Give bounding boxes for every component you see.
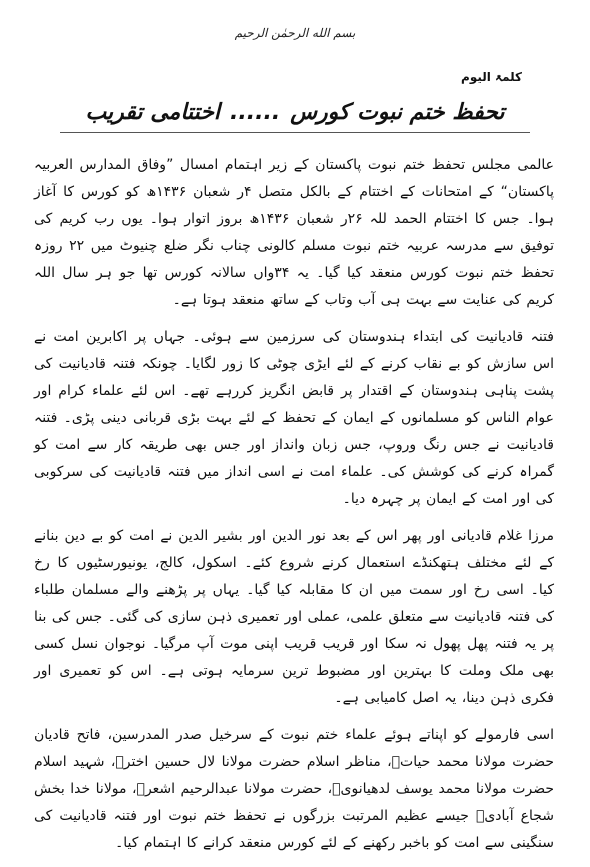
title-sub: اختتامی تقریب xyxy=(85,100,221,125)
paragraph: فتنہ قادیانیت کی ابتداء ہندوستان کی سرزمین سے ہوئی۔ جہاں پر اکابرین امت نے اس سازش کو بے نقاب کرنے کے لئے ایڑی چوٹی کا زور لگایا۔ چونکہ فتنہ قادیانیت کی پشت پناہی ہندوستان کے اقتدار پر قابض انگریز کررہے تھے۔ اس لئے علماء کرام اور عوام الناس کو مسلمانوں کے ایمان کے تحفظ کے لئے بہت بڑی قربانی دینی پڑی۔ فتنہ قادیانیت نے جس رنگ وروپ، جس زبان وانداز اور جس بھی طریقہ کار سے امت کو گمراہ کرنے کی کوشش کی۔ علماء امت نے اسی انداز میں فتنہ قادیانیت کی سرکوبی کی اور امت کے ایمان پر چہرہ دیا۔ xyxy=(34,329,554,507)
paragraph: مرزا غلام قادیانی اور پھر اس کے بعد نور الدین اور بشیر الدین نے امت کو بے دین بنانے کے لئے مختلف ہتھکنڈے استعمال کرنے شروع کئے۔ اسکول، کالج، یونیورسٹیوں کا رخ کیا۔ اسی رخ اور سمت میں ان کا مقابلہ کیا گیا۔ یہاں پر پڑھنے والے مسلمان طلباء کی فتنہ قادیانیت سے متعلق علمی، عملی اور تعمیری ذہن سازی کی گئی۔ جس کی بنا پر یہ فتنہ پھل پھول نہ سکا اور قریب قریب اپنی موت آپ مرگیا۔ نوجوان نسل کسی بھی ملک وملت کا بہترین اور مضبوط ترین سرمایہ ہوتی ہے۔ اس کو تعمیری اور فکری ذہن دینا، یہ اصل کامیابی ہے۔ xyxy=(34,528,554,706)
article-body xyxy=(34,152,554,867)
title-underline xyxy=(60,132,530,133)
section-label: کلمۃ الیوم xyxy=(461,70,522,84)
paragraph: عالمی مجلس تحفظ ختم نبوت پاکستان کے زیر اہتمام امسال ”وفاق المدارس العربیہ پاکستان“ کے امتحانات کے اختتام کے بالکل متصل ۴ر شعبان ۱۴۳۶ھ کو کورس کا آغاز ہوا۔ جس کا اختتام الحمد للہ ۲۶ر شعبان ۱۴۳۶ھ بروز اتوار ہوا۔ یوں رب کریم کی توفیق سے مدرسہ عربیہ ختم نبوت مسلم کالونی چناب نگر ضلع چنیوٹ میں ۲۲ روزہ تحفظ ختم نبوت کورس منعقد کیا گیا۔ یہ ۳۴واں سالانہ کورس تھا جو ہر سال اللہ کریم کی عنایت سے بہت ہی آب وتاب کے ساتھ منعقد ہوتا ہے۔ xyxy=(34,157,555,308)
bismillah-calligraphy: بسم الله الرحمٰن الرحیم xyxy=(234,26,356,40)
paragraph: اسی فارمولے کو اپناتے ہوئے علماء ختم نبوت کے سرخیل صدر المدرسین، فاتح قادیان حضرت مولانا محمد حیاتؒ، مناظر اسلام حضرت مولانا لال حسین اخترؒ، شہید اسلام حضرت مولانا محمد یوسف لدھیانویؒ، حضرت مولانا عبدالرحیم اشعرؒ، مولانا خدا بخش شجاع آبادیؒ جیسے عظیم المرتبت بزرگوں نے تحفظ ختم نبوت اور فتنہ قادیانیت کی سنگینی سے امت کو باخبر رکھنے کے لئے کورس منعقد کرانے کا اہتمام کیا۔ xyxy=(34,727,554,851)
title-main: تحفظ ختم نبوت کورس xyxy=(290,100,505,125)
article-title xyxy=(0,98,590,128)
title-dots: ...... xyxy=(230,100,281,125)
